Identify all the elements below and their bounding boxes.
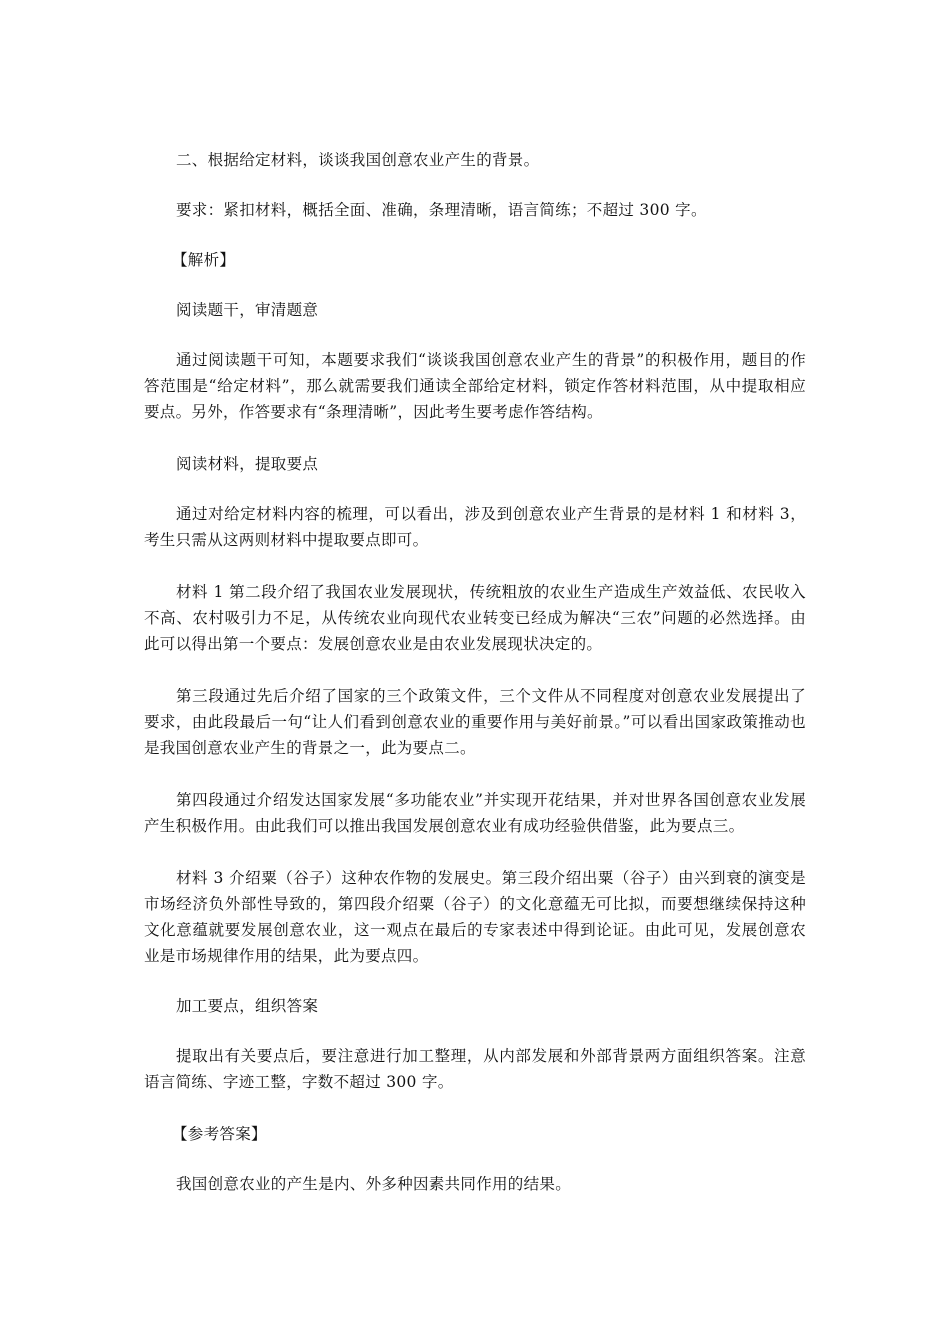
point3-paragraph: 第四段通过介绍发达国家发展“多功能农业”并实现开花结果，并对世界各国创意农业发展产生积极作用。由此我们可以推出我国发展创意农业有成功经验供借鉴，此为要点三。 [144,791,806,835]
requirement-text: 要求：紧扣材料，概括全面、准确，条理清晰，语言简练；不超过 300 字。 [176,201,707,219]
step1-paragraph: 通过阅读题干可知，本题要求我们“谈谈我国创意农业产生的背景”的积极作用，题目的作答范围是“给定材料”，那么就需要我们通读全部给定材料，锁定作答材料范围，从中提取相应要点。另外，作答要求有“条理清晰”，因此考生要考虑作答结构。 [144,351,806,421]
step3-heading: 加工要点，组织答案 [176,997,319,1015]
step2-heading: 阅读材料，提取要点 [176,455,319,473]
question-text: 二、根据给定材料，谈谈我国创意农业产生的背景。 [176,151,540,169]
analysis-heading: 【解析】 [172,251,236,269]
answer-paragraph: 我国创意农业的产生是内、外多种因素共同作用的结果。 [176,1175,572,1193]
point1-paragraph: 材料 1 第二段介绍了我国农业发展现状，传统粗放的农业生产造成生产效益低、农民收入不高、农村吸引力不足，从传统农业向现代农业转变已经成为解决“三农”问题的必然选择。由此可以得出第一个要点：发展创意农业是由农业发展现状决定的。 [144,583,806,653]
document-page [144,147,806,1197]
point4-paragraph: 材料 3 介绍粟（谷子）这种农作物的发展史。第三段介绍出粟（谷子）由兴到衰的演变是市场经济负外部性导致的，第四段介绍粟（谷子）的文化意蕴无可比拟，而要想继续保持这种文化意蕴就要发展创意农业，这一观点在最后的专家表述中得到论证。由此可见，发展创意农业是市场规律作用的结果，此为要点四。 [144,869,806,965]
step3-paragraph: 提取出有关要点后，要注意进行加工整理，从内部发展和外部背景两方面组织答案。注意语言简练、字迹工整，字数不超过 300 字。 [144,1047,806,1091]
step1-heading: 阅读题干，审清题意 [176,301,319,319]
step2-paragraph: 通过对给定材料内容的梳理，可以看出，涉及到创意农业产生背景的是材料 1 和材料 3，考生只需从这两则材料中提取要点即可。 [144,505,806,549]
answer-heading: 【参考答案】 [172,1125,267,1143]
point2-paragraph: 第三段通过先后介绍了国家的三个政策文件，三个文件从不同程度对创意农业发展提出了要求，由此段最后一句“让人们看到创意农业的重要作用与美好前景。”可以看出国家政策推动也是我国创意农业产生的背景之一，此为要点二。 [144,687,806,757]
